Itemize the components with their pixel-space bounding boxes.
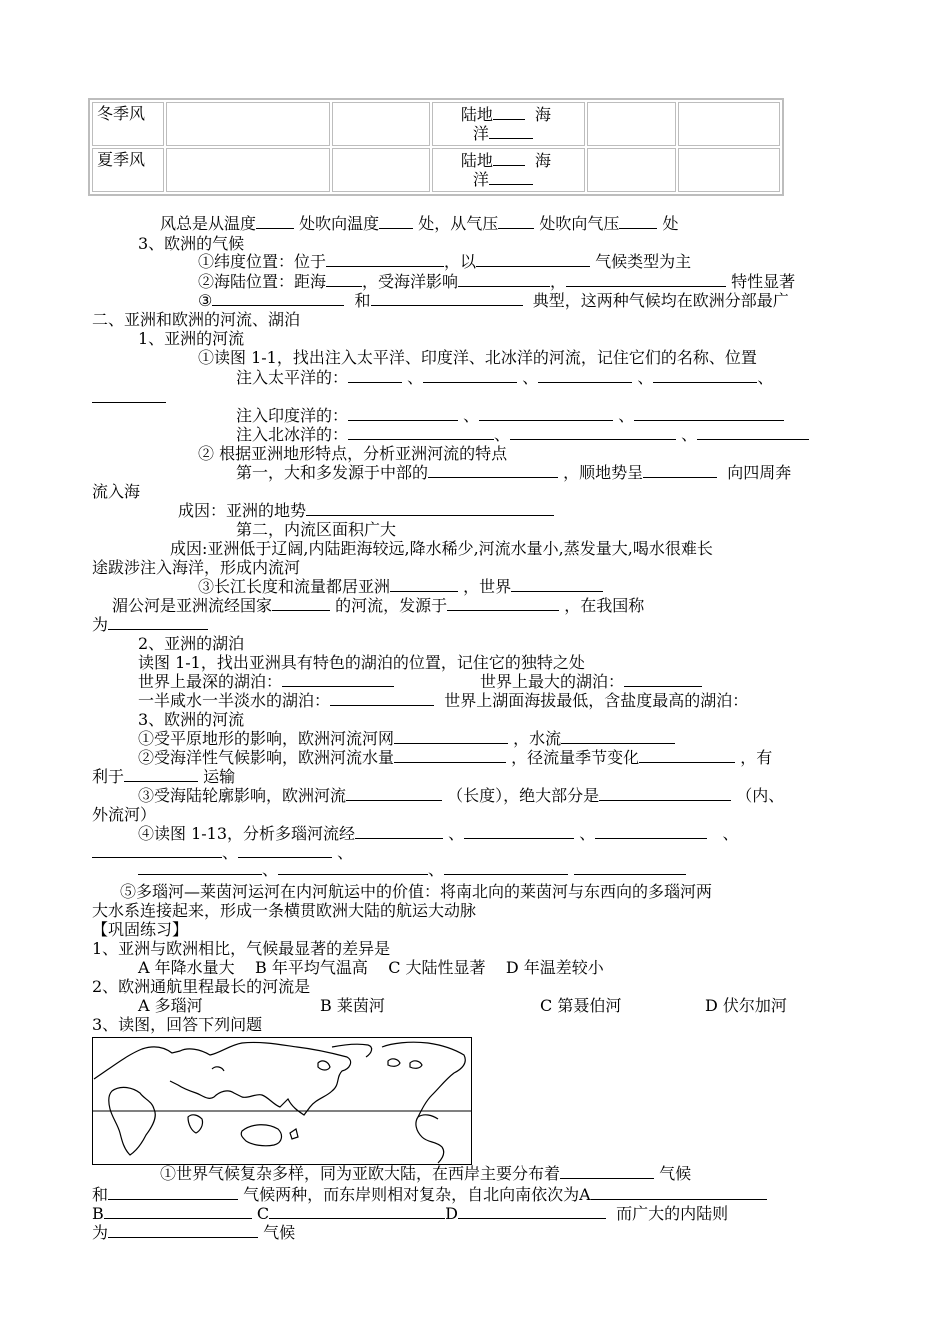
question-1-options: A 年降水量大 B 年平均气温高 C 大陆性显著 D 年温差较小 (138, 958, 604, 977)
question-line: 第一，大和多发源于中部的 ，顺地势呈 向四周奔 (236, 463, 792, 482)
row-label-summer: 夏季风 (92, 148, 164, 192)
question-line: ② 根据亚洲地形特点，分析亚洲河流的特点 (198, 444, 508, 463)
section-title: 3、欧洲的气候 (138, 234, 245, 253)
question-2: 2、欧洲通航里程最长的河流是 (92, 977, 311, 996)
land-sea-cell: 陆地 海 洋 (432, 148, 586, 192)
world-map-icon (92, 1037, 472, 1165)
question-3: 3、读图，回答下列问题 (92, 1015, 263, 1034)
question-line: ①纬度位置：位于 ，以 气候类型为主 (198, 252, 692, 271)
section-heading: 二、亚洲和欧洲的河流、湖泊 (92, 310, 301, 329)
arctic-rivers: 注入北冰洋的： 、 、 (236, 425, 809, 445)
question-1: 1、亚洲与欧洲相比，气候最显著的差异是 (92, 939, 391, 958)
section-title: 2、亚洲的湖泊 (138, 634, 245, 653)
question-line: ③ 和 典型，这两种气候均在欧洲分部最广 (198, 291, 789, 310)
question-line: ②海陆位置：距海 ，受海洋影响 ， 特性显著 (198, 272, 796, 291)
table-row (92, 102, 780, 146)
section-title: 1、亚洲的河流 (138, 329, 245, 348)
row-label-winter: 冬季风 (92, 102, 164, 146)
land-sea-cell: 陆地 海 洋 (432, 102, 586, 146)
practice-heading: 【巩固练习】 (92, 920, 189, 939)
question-line: ①读图 1-1，找出注入太平洋、印度洋、北冰洋的河流，记住它们的名称、位置 (198, 348, 757, 367)
wind-rule: 风总是从温度 处吹向温度 处，从气压 处吹向气压 处 (160, 214, 679, 233)
pacific-rivers: 注入太平洋的： 、 、 、 、 (236, 368, 774, 387)
table-row (92, 148, 780, 192)
section-title: 3、欧洲的河流 (138, 710, 245, 729)
indian-rivers: 注入印度洋的： 、 、 (236, 406, 784, 426)
wind-table (88, 98, 784, 196)
